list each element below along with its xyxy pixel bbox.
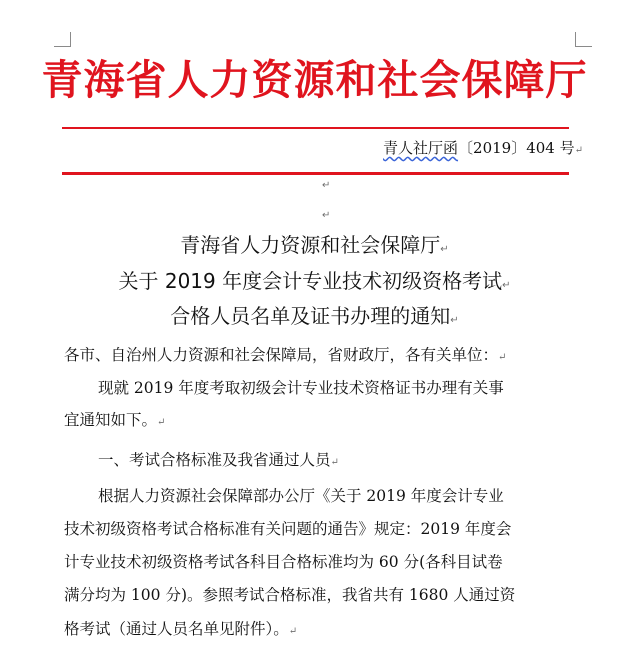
section-heading: 一、考试合格标准及我省通过人员↵ [98, 451, 339, 469]
paragraph-mark-icon: ↵ [157, 417, 166, 428]
notice-title-line-3: 合格人员名单及证书办理的通知↵ [170, 304, 459, 328]
top-red-rule [62, 127, 569, 129]
doc-number-prefix: 青人社厅函 [383, 139, 459, 157]
paragraph-mark-icon: ↵ [498, 352, 507, 363]
paragraph-mark-icon: ↵ [330, 457, 339, 468]
notice-title-line-1: 青海省人力资源和社会保障厅↵ [180, 233, 449, 257]
salutation: 各市、自治州人力资源和社会保障局，省财政厅，各有关单位：↵ [64, 346, 507, 364]
section-paragraph-line-5: 格考试（通过人员名单见附件）。↵ [64, 620, 298, 638]
section-paragraph-line-1: 根据人力资源社会保障部办公厅《关于 2019 年度会计专业 [98, 487, 504, 505]
org-letterhead-title: 青海省人力资源和社会保障厅 [41, 56, 588, 104]
bottom-red-rule [62, 172, 569, 175]
section-paragraph-line-3: 计专业技术初级资格考试各科目合格标准均为 60 分(各科目试卷 [64, 553, 503, 571]
doc-number-rest: 〔2019〕404 号 [458, 139, 575, 157]
paragraph-mark-icon: ↵ [502, 280, 511, 291]
intro-line-2: 宜通知如下。↵ [64, 411, 166, 429]
paragraph-mark-icon: ↵ [450, 315, 459, 326]
document-number [383, 138, 583, 158]
paragraph-mark-icon: ↵ [440, 244, 449, 255]
notice-title-line-2: 关于 2019 年度会计专业技术初级资格考试↵ [118, 269, 511, 293]
section-paragraph-line-2: 技术初级资格考试合格标准有关问题的通告》规定：2019 年度会 [64, 520, 512, 538]
paragraph-mark-icon: ↵ [322, 210, 331, 221]
paragraph-mark-icon: ↵ [288, 626, 298, 637]
paragraph-mark-icon: ↵ [574, 145, 583, 156]
paragraph-mark-icon: ↵ [322, 180, 331, 191]
intro-line-1: 现就 2019 年度考取初级会计专业技术资格证书办理有关事 [98, 379, 504, 397]
section-paragraph-line-4: 满分均为 100 分)。参照考试合格标准，我省共有 1680 人通过资 [64, 586, 516, 604]
